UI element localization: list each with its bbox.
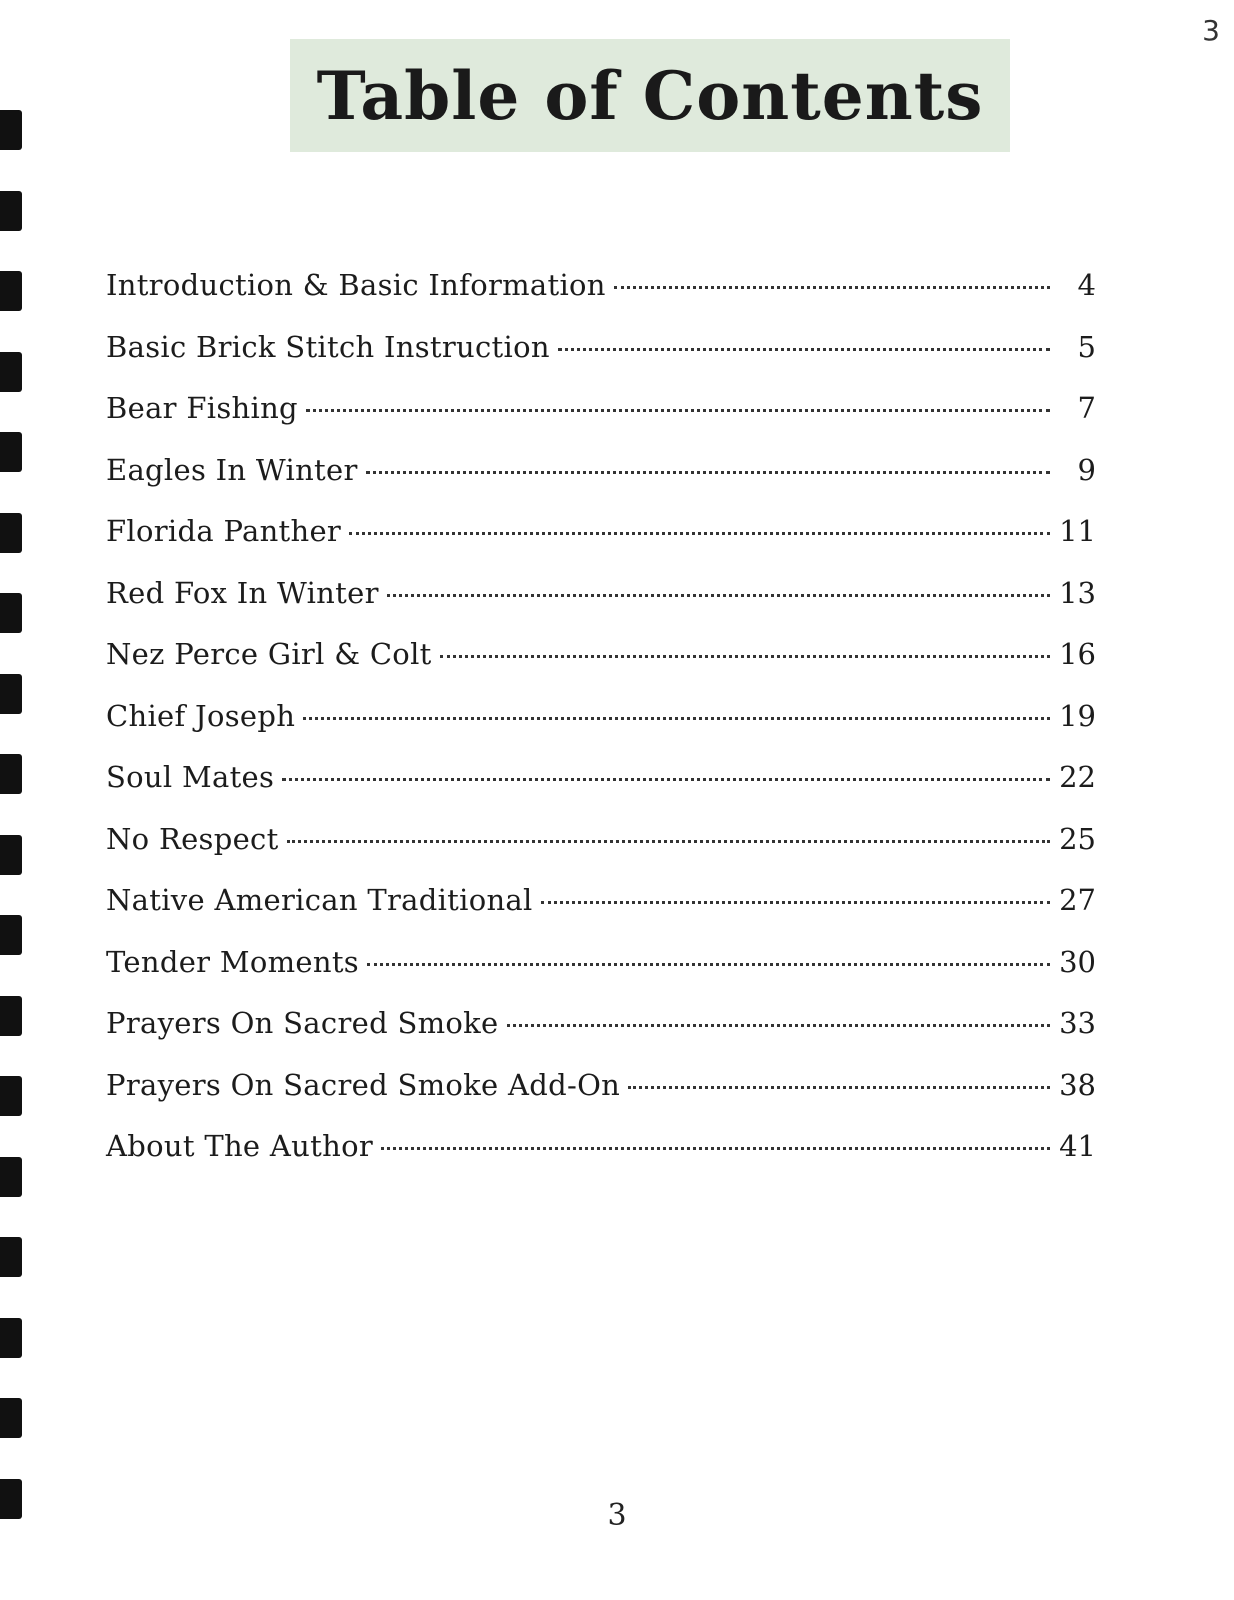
toc-entry-label: Red Fox In Winter: [106, 575, 379, 610]
dot-leader: [628, 1086, 1050, 1089]
toc-entry: [106, 453, 1096, 515]
dot-leader: [303, 717, 1050, 720]
toc-entry: [106, 330, 1096, 392]
toc-entry-label: Introduction & Basic Information: [106, 268, 606, 302]
dot-leader: [306, 409, 1050, 412]
dot-leader: [349, 532, 1050, 535]
binding-hole: [0, 593, 22, 633]
toc-entry-label: Bear Fishing: [106, 391, 298, 425]
toc-entry: [106, 699, 1096, 761]
toc-entry: [106, 760, 1096, 822]
toc-entry-page: 11: [1059, 514, 1096, 548]
toc-entry-page: 41: [1059, 1129, 1096, 1163]
toc-entry-page: 16: [1059, 637, 1096, 671]
toc-entry-label: About The Author: [106, 1129, 373, 1163]
binding-hole: [0, 1318, 22, 1358]
toc-entry-page: 27: [1059, 883, 1096, 917]
toc-entry: [106, 945, 1096, 1007]
toc-entry-label: Prayers On Sacred Smoke Add-On: [106, 1067, 621, 1102]
toc-entry-page: 9: [1077, 452, 1096, 487]
title-highlight: [290, 39, 1010, 152]
toc-entry: [106, 1068, 1096, 1130]
toc-entry: [106, 391, 1096, 453]
binding-hole: [0, 191, 22, 231]
toc-entry-page: 22: [1059, 760, 1096, 794]
dot-leader: [558, 348, 1050, 351]
toc-entry-page: 38: [1059, 1067, 1096, 1102]
dot-leader: [282, 778, 1050, 781]
toc-entry-page: 7: [1077, 391, 1096, 425]
dot-leader: [381, 1147, 1050, 1150]
toc-entry-label: Florida Panther: [106, 514, 342, 548]
toc-entry-page: 25: [1059, 821, 1096, 856]
dot-leader: [614, 286, 1050, 289]
dot-leader: [287, 840, 1050, 843]
page-title: Table of Contents: [316, 56, 984, 135]
toc-entry-page: 4: [1077, 268, 1096, 302]
toc-entry-label: Prayers On Sacred Smoke: [106, 1006, 499, 1040]
binding-hole: [0, 513, 22, 553]
toc-entry-label: Chief Joseph: [106, 698, 296, 733]
dot-leader: [440, 655, 1050, 658]
dot-leader: [367, 963, 1050, 966]
table-of-contents: [106, 268, 1096, 1191]
binding-hole: [0, 1157, 22, 1197]
footer-page-number: 3: [607, 1498, 627, 1533]
toc-entry: [106, 1129, 1096, 1191]
binding-hole: [0, 915, 22, 955]
toc-entry: [106, 822, 1096, 884]
toc-entry: [106, 514, 1096, 576]
dot-leader: [366, 471, 1050, 474]
spiral-binding: [0, 0, 30, 1600]
toc-entry-label: Soul Mates: [106, 760, 275, 794]
corner-page-number: 3: [1202, 14, 1220, 47]
binding-hole: [0, 110, 22, 150]
binding-hole: [0, 352, 22, 392]
binding-hole: [0, 1237, 22, 1277]
toc-entry: [106, 637, 1096, 699]
toc-entry-page: 33: [1059, 1006, 1096, 1040]
toc-entry-label: Eagles In Winter: [106, 452, 358, 487]
toc-entry: [106, 883, 1096, 945]
binding-hole: [0, 432, 22, 472]
toc-entry-label: No Respect: [106, 821, 279, 856]
binding-hole: [0, 1076, 22, 1116]
toc-entry-label: Tender Moments: [106, 944, 359, 979]
binding-hole: [0, 1398, 22, 1438]
toc-entry-label: Basic Brick Stitch Instruction: [106, 329, 550, 364]
dot-leader: [507, 1024, 1050, 1027]
toc-entry: [106, 268, 1096, 330]
binding-hole: [0, 835, 22, 875]
binding-hole: [0, 271, 22, 311]
binding-hole: [0, 674, 22, 714]
toc-entry: [106, 576, 1096, 638]
dot-leader: [541, 901, 1050, 904]
toc-entry-page: 19: [1059, 698, 1096, 733]
toc-entry-page: 13: [1059, 575, 1096, 610]
binding-hole: [0, 754, 22, 794]
toc-entry-page: 5: [1077, 329, 1096, 364]
binding-hole: [0, 996, 22, 1036]
dot-leader: [387, 594, 1050, 597]
toc-entry: [106, 1006, 1096, 1068]
toc-entry-page: 30: [1059, 944, 1096, 979]
toc-entry-label: Native American Traditional: [106, 883, 533, 917]
toc-entry-label: Nez Perce Girl & Colt: [106, 637, 432, 671]
